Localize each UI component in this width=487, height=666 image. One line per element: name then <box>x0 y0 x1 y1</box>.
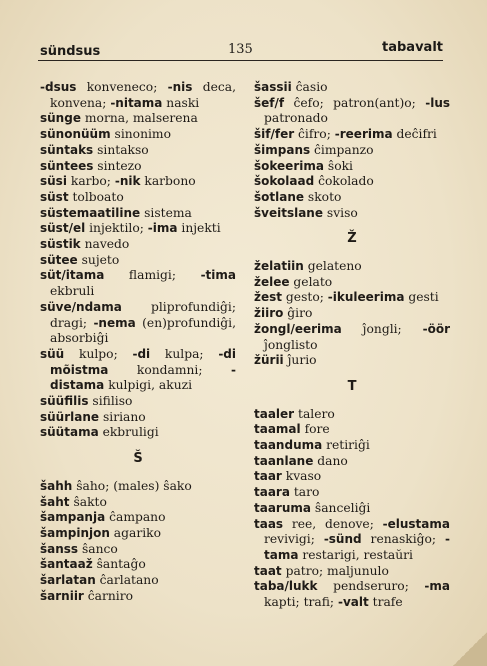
definition: ŝoki <box>323 158 353 173</box>
definition: ĉarlatano <box>95 573 159 588</box>
dictionary-entry <box>254 438 450 454</box>
dictionary-entry <box>40 542 236 558</box>
dictionary-entry <box>254 174 450 190</box>
dictionary-entry <box>254 517 450 564</box>
dictionary-entry <box>254 353 450 369</box>
headword: šaht <box>40 494 70 509</box>
page-number: 135 <box>228 42 253 57</box>
dictionary-entry <box>254 96 450 127</box>
headword: -di <box>132 346 151 361</box>
definition: naski <box>162 95 200 110</box>
headword: -sünd <box>323 532 362 547</box>
headword: šarniir <box>40 588 84 603</box>
dictionary-entry <box>254 190 450 206</box>
headword: želatiin <box>254 259 304 274</box>
definition: pendseruro; <box>317 579 425 594</box>
definition: siriano <box>99 409 146 424</box>
headword: -elustama <box>382 516 450 531</box>
definition: navedo <box>80 237 130 252</box>
dictionary-entry <box>254 275 450 291</box>
definition: ŝanco <box>78 541 118 556</box>
definition: ĉarniro <box>83 588 133 603</box>
headword: -nis <box>167 80 193 94</box>
headword: taamal <box>254 422 301 437</box>
headword: süsi <box>40 174 67 189</box>
dictionary-entry <box>254 422 450 438</box>
definition: gesto; <box>282 290 328 305</box>
dictionary-entry <box>40 510 236 526</box>
headword: sünonüüm <box>40 127 111 142</box>
headword: -nema <box>93 315 136 330</box>
definition: patronado <box>264 111 328 126</box>
headword: -öör <box>422 321 450 336</box>
headword: -distama <box>50 362 236 393</box>
dictionary-entry <box>40 526 236 542</box>
definition: fore <box>300 422 330 437</box>
headword: šassii <box>254 80 292 94</box>
headword: taas <box>254 516 284 531</box>
headword: žongl/eerima <box>254 321 342 336</box>
dictionary-entry <box>254 564 450 580</box>
headword: -tima <box>200 268 236 283</box>
definition: sinonimo <box>110 127 172 142</box>
dictionary-entry <box>254 485 450 501</box>
definition: karbono <box>140 174 196 189</box>
dictionary-entry <box>40 557 236 573</box>
dictionary-entry <box>254 290 450 306</box>
headword: süst <box>40 189 69 204</box>
dictionary-entry <box>40 425 236 441</box>
headword: šanss <box>40 541 79 556</box>
headword: taanlane <box>254 453 314 468</box>
definition: ĉefo; patron(ant)o; <box>284 95 426 110</box>
headword: süntees <box>40 158 94 173</box>
headword: šotlane <box>254 189 305 204</box>
dictionary-entry <box>40 347 236 394</box>
dictionary-entry <box>40 237 236 253</box>
headword: žest <box>254 290 283 305</box>
definition: sujeto <box>77 252 120 267</box>
headword: taara <box>254 485 290 500</box>
dictionary-entry <box>40 573 236 589</box>
headword: žürii <box>254 353 284 368</box>
dictionary-entry <box>40 143 236 159</box>
definition: ĉifro; <box>294 127 335 142</box>
definition: revivigi; <box>264 532 324 547</box>
dictionary-entry <box>40 268 236 299</box>
headword: süürlane <box>40 409 100 424</box>
definition: kondamni; <box>108 362 232 377</box>
headword: -dsus <box>40 80 77 94</box>
right-column <box>254 80 450 611</box>
definition: trafe <box>368 595 403 610</box>
definition: talero <box>294 406 335 421</box>
dictionary-entry <box>254 306 450 322</box>
definition: injekti <box>177 221 221 236</box>
definition: ekbruli <box>50 284 95 299</box>
header-last-word: tabavalt <box>382 40 443 55</box>
dictionary-entry <box>40 159 236 175</box>
headword: šokeerima <box>254 158 324 173</box>
dictionary-entry <box>254 159 450 175</box>
left-column <box>40 80 236 605</box>
headword: šampanja <box>40 510 106 525</box>
definition: ĉasio <box>291 80 328 94</box>
headword: šimpans <box>254 142 311 157</box>
definition: kvaso <box>281 469 322 484</box>
headword: šarlatan <box>40 573 96 588</box>
definition: agariko <box>109 525 161 540</box>
definition: ĵonglisto <box>264 337 318 352</box>
definition: ĉampano <box>105 510 166 525</box>
dictionary-entry <box>40 495 236 511</box>
definition: kulpigi, akuzi <box>104 378 193 393</box>
headword: -nitama <box>110 95 163 110</box>
headword: šampinjon <box>40 525 110 540</box>
headword: taba/lukk <box>254 579 318 594</box>
dictionary-entry <box>40 253 236 269</box>
definition: flamigi; <box>104 268 201 283</box>
dictionary-entry <box>254 407 450 423</box>
definition: sifiliso <box>88 394 133 409</box>
definition: deĉifri <box>392 127 437 142</box>
dictionary-entry <box>40 127 236 143</box>
dictionary-entry <box>254 469 450 485</box>
headword: süt/itama <box>40 268 105 283</box>
headword: -nik <box>114 174 141 189</box>
definition: gelateno <box>303 259 362 274</box>
definition: patro; maljunulo <box>281 563 389 578</box>
headword: taaruma <box>254 500 311 515</box>
dictionary-entry <box>40 479 236 495</box>
dictionary-entry <box>40 206 236 222</box>
headword: süst/el <box>40 221 86 236</box>
headword: süve/ndama <box>40 299 122 314</box>
headword: šif/fer <box>254 127 295 142</box>
definition: ŝantaĝo <box>92 557 146 572</box>
definition: injektilo; <box>85 221 148 236</box>
section-letter: Š <box>133 451 143 467</box>
headword: žiiro <box>254 306 284 321</box>
dictionary-entry <box>40 80 236 111</box>
definition: konveneco; <box>76 80 168 94</box>
header-first-word: sündsus <box>40 44 101 59</box>
definition: sviso <box>323 205 358 220</box>
headword: -valt <box>338 595 369 610</box>
page-header <box>38 40 443 61</box>
definition: ŝakto <box>69 494 107 509</box>
dictionary-entry <box>40 221 236 237</box>
definition: deca, konvena; <box>50 80 236 110</box>
dictionary-entry <box>254 259 450 275</box>
dictionary-entry <box>254 127 450 143</box>
definition: morna, malserena <box>80 111 198 126</box>
headword: šveitslane <box>254 205 323 220</box>
headword: sünge <box>40 111 81 126</box>
definition: gesti <box>404 290 439 305</box>
dictionary-entry <box>254 143 450 159</box>
headword: süstemaatiline <box>40 205 141 220</box>
dictionary-entry <box>40 190 236 206</box>
definition: pliprofundiĝi; dragi; <box>50 299 236 330</box>
definition: tolboato <box>68 189 124 204</box>
dictionary-entry <box>254 206 450 222</box>
headword: šef/f <box>254 95 285 110</box>
definition: sintakso <box>93 142 149 157</box>
dictionary-entry <box>254 454 450 470</box>
headword: šantaaž <box>40 557 93 572</box>
definition: kapti; trafi; <box>264 595 338 610</box>
headword: taar <box>254 469 282 484</box>
section-letter: T <box>347 378 357 394</box>
dictionary-entry <box>40 174 236 190</box>
definition: ekbruligi <box>98 425 159 440</box>
headword: -lus <box>425 95 450 110</box>
headword: šokolaad <box>254 174 315 189</box>
definition: ĝiro <box>283 306 313 321</box>
headword: süüfilis <box>40 394 89 409</box>
definition: ree, denove; <box>283 516 383 531</box>
headword: süütama <box>40 425 99 440</box>
definition: sintezo <box>93 158 142 173</box>
definition: ĵurio <box>283 353 317 368</box>
dictionary-entry <box>40 589 236 605</box>
definition: karbo; <box>66 174 115 189</box>
definition: ŝaho; (males) ŝako <box>72 478 192 493</box>
dictionary-entry <box>40 300 236 347</box>
dictionary-entry <box>254 322 450 353</box>
headword: süntaks <box>40 142 94 157</box>
dictionary-entry <box>254 80 450 96</box>
dictionary-entry <box>254 501 450 517</box>
headword: taat <box>254 563 282 578</box>
headword: -reerima <box>334 127 393 142</box>
definition: ĉokolado <box>314 174 374 189</box>
definition: ĉimpanzo <box>310 142 374 157</box>
definition: ŝanceliĝi <box>311 500 371 515</box>
definition: taro <box>289 485 320 500</box>
definition: ĵongli; <box>341 321 423 336</box>
section-letter: Ž <box>347 231 357 247</box>
headword: želee <box>254 274 290 289</box>
headword: -di mõistma <box>50 346 236 377</box>
definition: renaskiĝo; <box>361 532 446 547</box>
headword: süstik <box>40 237 81 252</box>
headword: -tama <box>264 532 450 562</box>
definition: (en)profundiĝi, absorbiĝi <box>50 315 236 346</box>
headword: -ikuleerima <box>327 290 405 305</box>
definition: skoto <box>304 189 342 204</box>
dictionary-entry <box>40 394 236 410</box>
definition: kulpa; <box>150 346 219 361</box>
dictionary-entry <box>254 579 450 610</box>
definition: retiriĝi <box>322 438 370 453</box>
definition: restarigi, restaŭri <box>298 547 413 562</box>
dictionary-entry <box>40 410 236 426</box>
headword: -ima <box>147 221 178 236</box>
definition: kulpo; <box>64 346 133 361</box>
definition: dano <box>313 453 348 468</box>
definition: sistema <box>140 205 192 220</box>
headword: taanduma <box>254 438 323 453</box>
headword: sütee <box>40 252 78 267</box>
headword: -ma <box>424 579 450 594</box>
folded-corner <box>453 632 487 666</box>
headword: taaler <box>254 406 295 421</box>
headword: šahh <box>40 478 73 493</box>
dictionary-entry <box>40 111 236 127</box>
definition: gelato <box>289 274 333 289</box>
headword: süü <box>40 346 65 361</box>
